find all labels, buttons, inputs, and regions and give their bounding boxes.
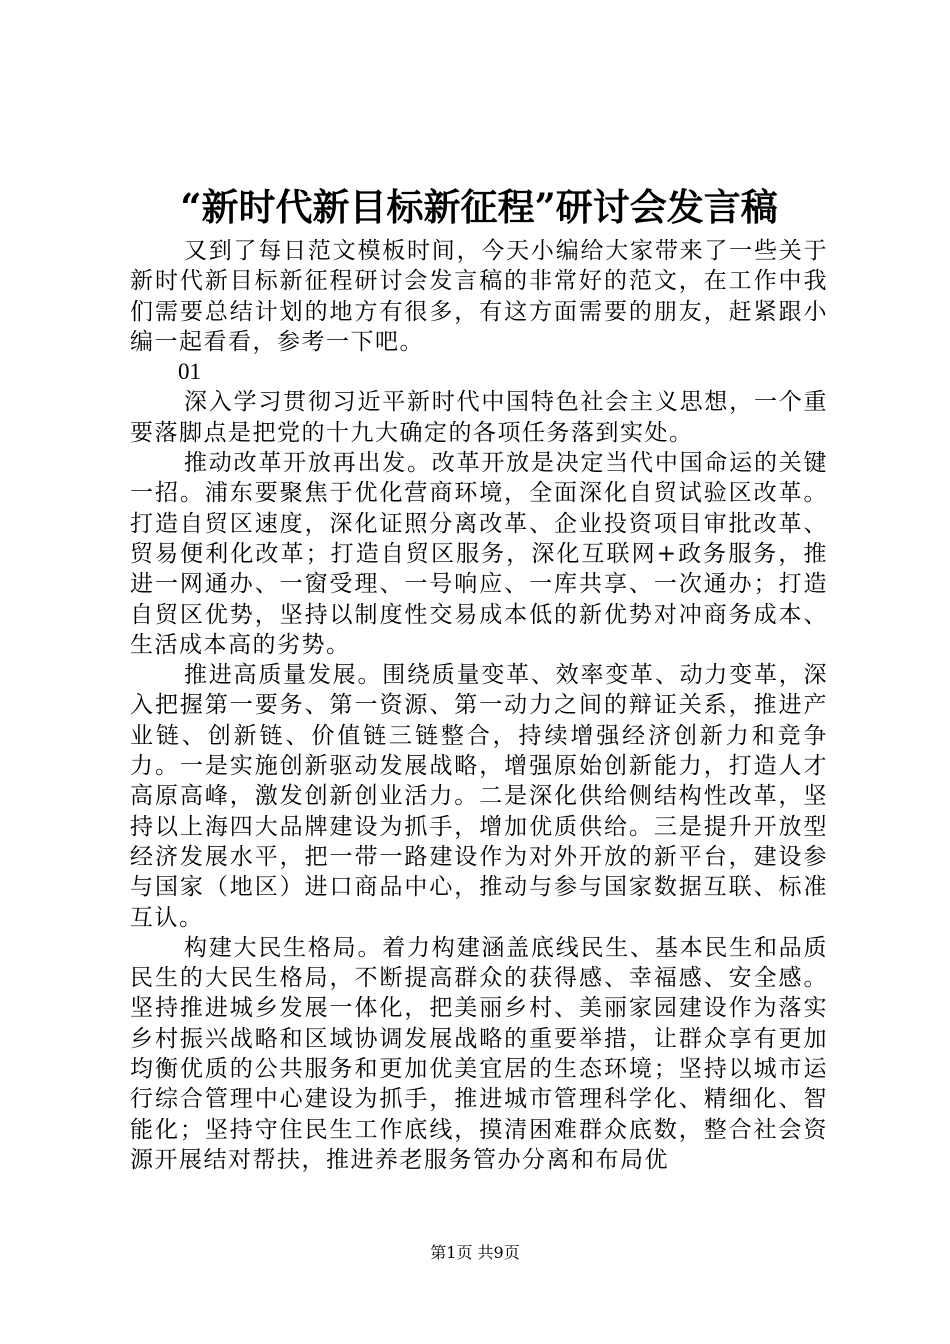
paragraph-quality-development: 推进高质量发展。围绕质量变革、效率变革、动力变革，深入把握第一要务、第一资源、第一动力之间的辩证关系，推进产业链、创新链、价值链三链整合，持续增强经济创新力和竞争力。一是实施创新驱动发展战略，增强原始创新能力，打造人才高原高峰，激发创新创业活力。二是深化供给侧结构性改革，坚持以上海四大品牌建设为抓手，增加优质供给。三是提升开放型经济发展水平，把一带一路建设作为对外开放的新平台，建设参与国家（地区）进口商品中心，推动与参与国家数据互联、标准互认。 [130,662,828,931]
paragraph-livelihood: 构建大民生格局。着力构建涵盖底线民生、基本民生和品质民生的大民生格局，不断提高群众的获得感、幸福感、安全感。坚持推进城乡发展一体化，把美丽乡村、美丽家园建设作为落实乡村振兴战略和区域协调发展战略的重要举措，让群众享有更加均衡优质的公共服务和更加优美宜居的生态环境；坚持以城市运行综合管理中心建设为抓手，推进城市管理科学化、精细化、智能化；坚持守住民生工作底线，摸清困难群众底数，整合社会资源开展结对帮扶，推进养老服务管办分离和布局优 [130,934,828,1173]
document-title: “新时代新目标新征程”研讨会发言稿 [180,185,778,229]
section-number: 01 [178,359,201,385]
paragraph-study: 深入学习贯彻习近平新时代中国特色社会主义思想，一个重要落脚点是把党的十九大确定的各项任务落到实处。 [130,389,828,446]
document-body [130,236,828,1175]
paragraph-intro: 又到了每日范文模板时间，今天小编给大家带来了一些关于新时代新目标新征程研讨会发言稿的非常好的范文，在工作中我们需要总结计划的地方有很多，有这方面需要的朋友，赶紧跟小编一起看看，参考一下吧。 [130,238,828,355]
paragraph-reform: 推动改革开放再出发。改革开放是决定当代中国命运的关键一招。浦东要聚焦于优化营商环境，全面深化自贸试验区改革。打造自贸区速度，深化证照分离改革、企业投资项目审批改革、贸易便利化改革；打造自贸区服务，深化互联网+政务服务，推进一网通办、一窗受理、一号响应、一库共享、一次通办；打造自贸区优势，坚持以制度性交易成本低的新优势对冲商务成本、生活成本高的劣势。 [130,450,828,658]
page-number: 第1页 共9页 [430,1243,520,1262]
